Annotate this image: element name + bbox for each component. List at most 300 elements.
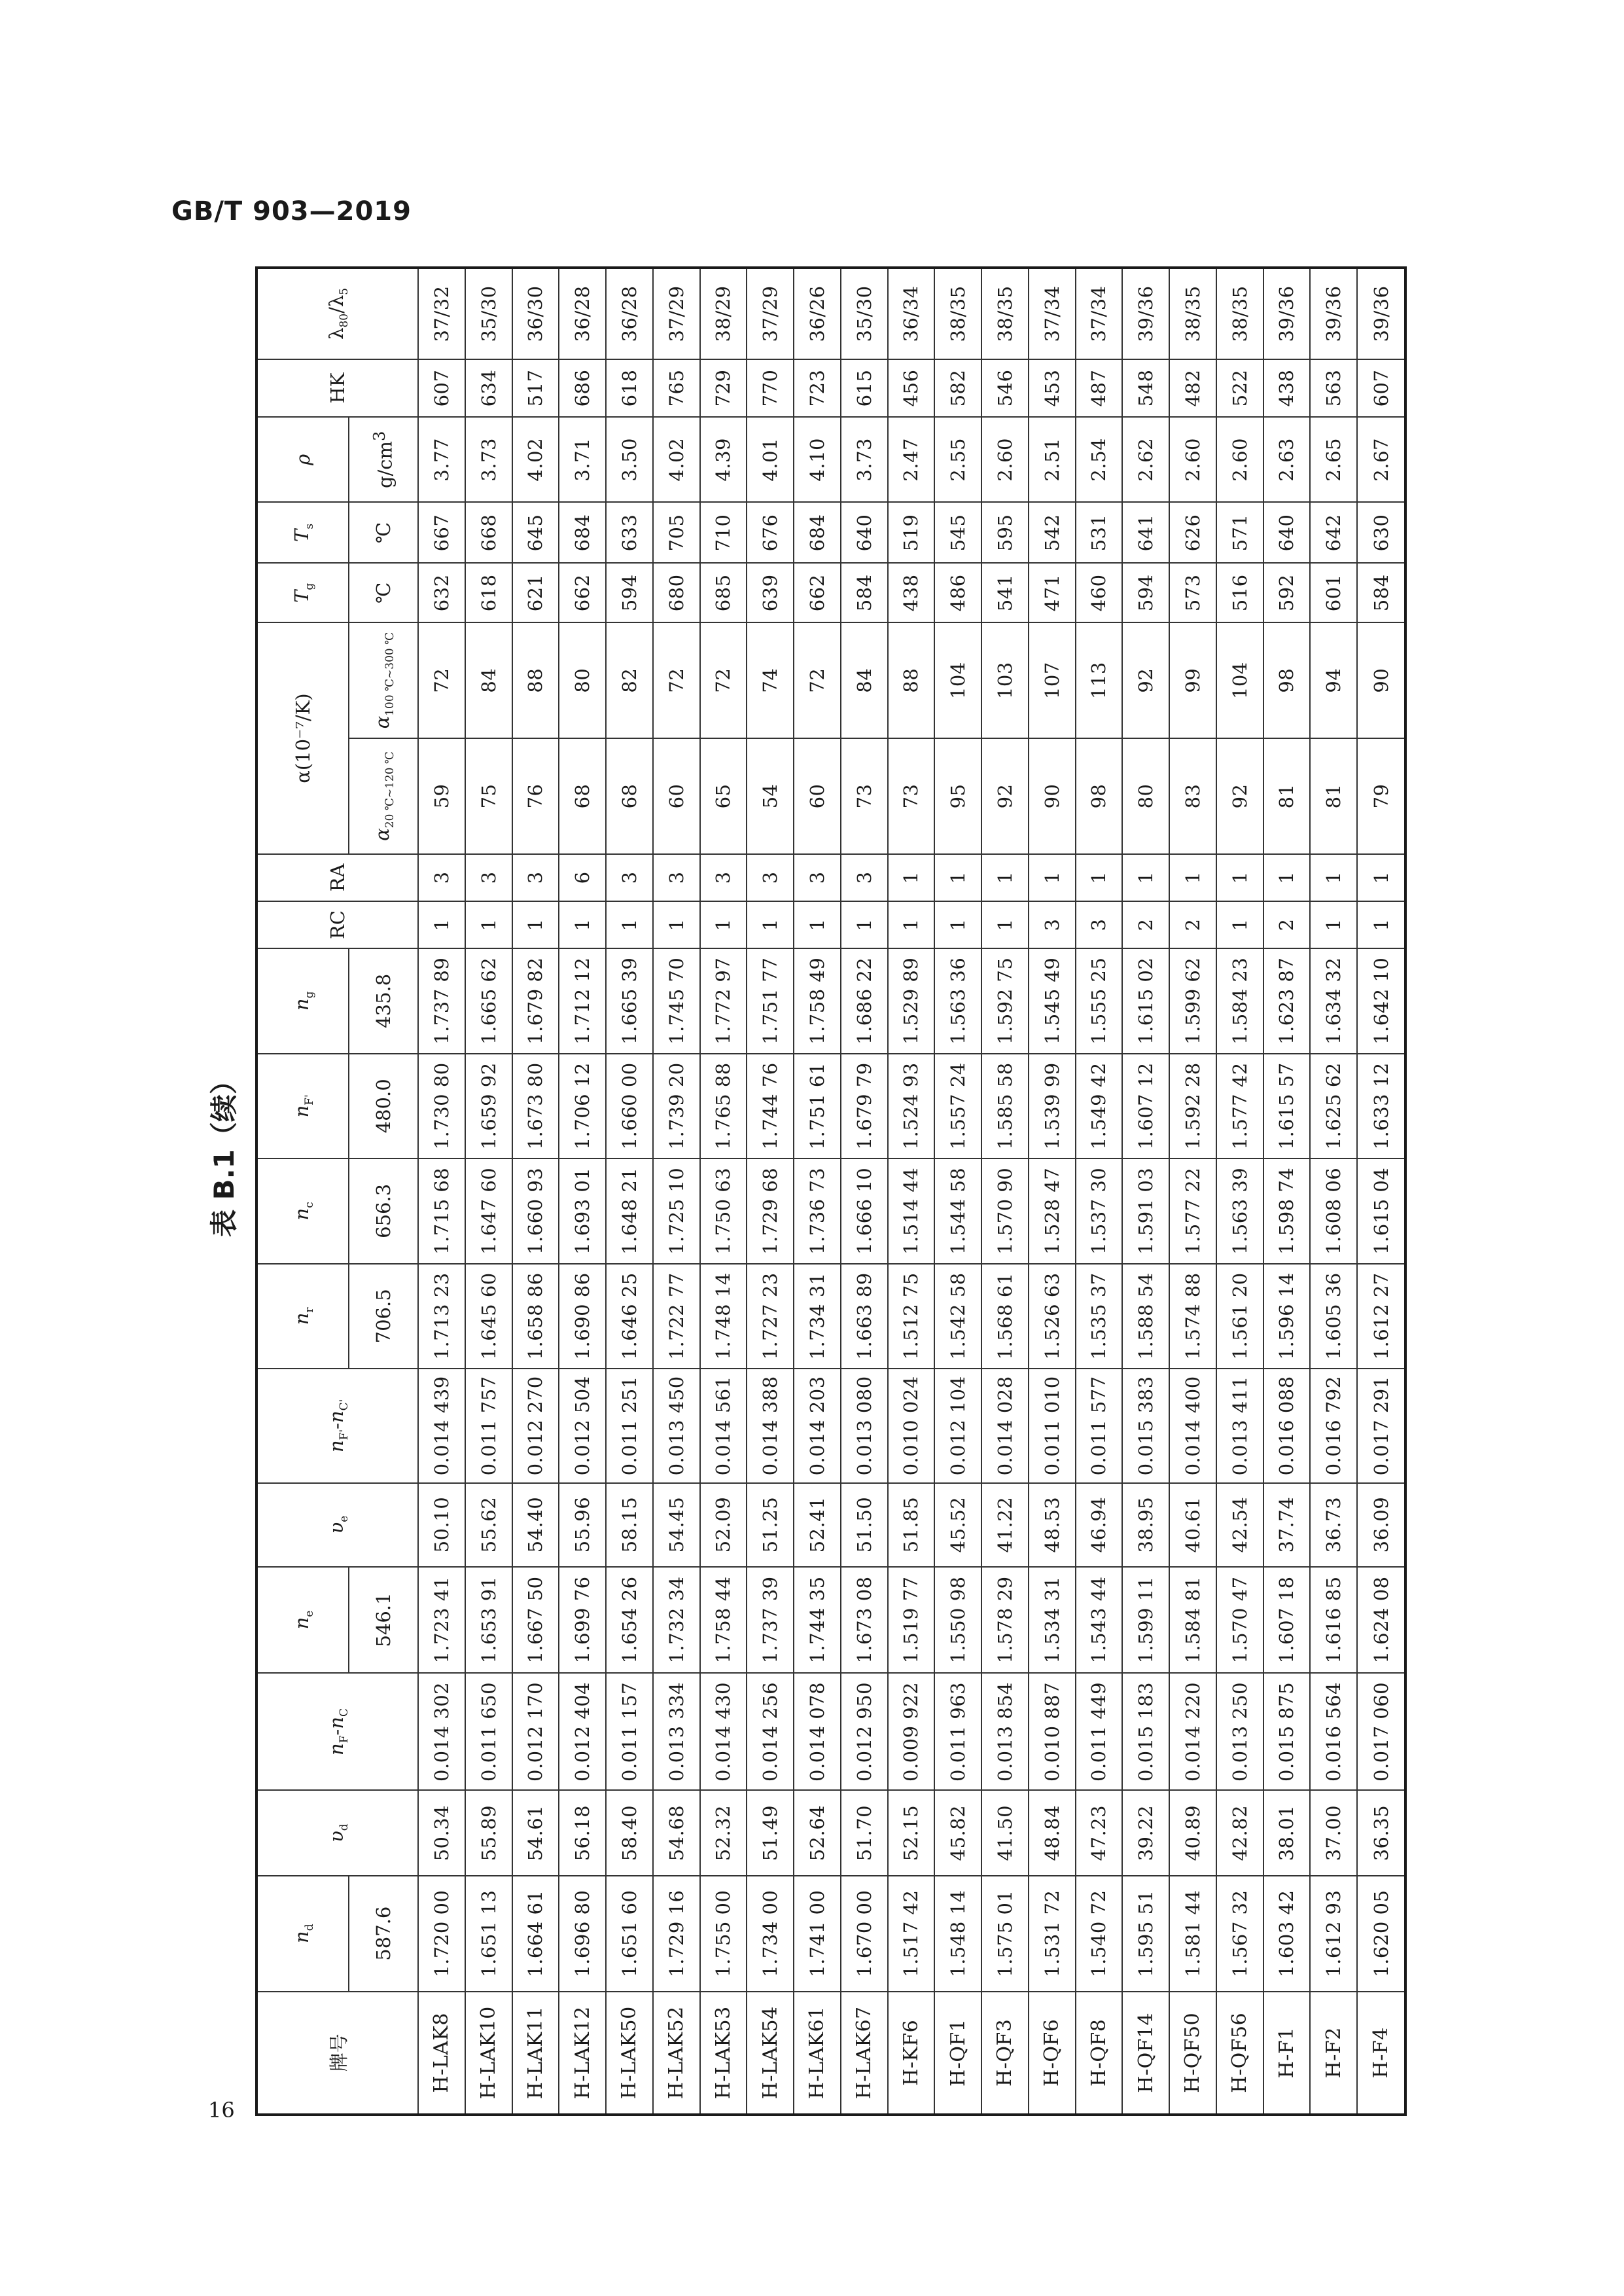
cell-nd: 1.664 61 — [512, 1876, 559, 1992]
cell-lam: 36/28 — [606, 268, 653, 359]
cell-tg: 592 — [1263, 563, 1311, 622]
cell-ts: 684 — [794, 502, 841, 563]
cell-tg: 639 — [747, 563, 794, 622]
cell-a1: 95 — [934, 738, 981, 854]
cell-nd: 1.540 72 — [1076, 1876, 1123, 1992]
cell-nFpnCp: 0.011 577 — [1076, 1369, 1123, 1482]
cell-ve: 36.73 — [1310, 1483, 1357, 1567]
cell-rc: 1 — [606, 901, 653, 948]
cell-ra: 3 — [700, 854, 747, 901]
cell-ts: 640 — [841, 502, 888, 563]
table-row — [559, 268, 606, 2115]
header-ne: $n_e$ — [256, 1567, 349, 1674]
cell-rc: 3 — [1076, 901, 1123, 948]
header-ve: $\upsilon_e$ — [256, 1483, 418, 1567]
cell-grade: H-LAK54 — [747, 1992, 794, 2115]
table-row — [1076, 268, 1123, 2115]
cell-tg: 685 — [700, 563, 747, 622]
cell-ts: 684 — [559, 502, 606, 563]
cell-ra: 1 — [1263, 854, 1311, 901]
cell-nc: 1.563 39 — [1216, 1158, 1263, 1264]
cell-nc: 1.608 06 — [1310, 1158, 1357, 1264]
cell-vd: 55.89 — [465, 1791, 512, 1876]
cell-nr: 1.658 86 — [512, 1264, 559, 1369]
cell-ve: 52.09 — [700, 1483, 747, 1567]
cell-hk: 634 — [465, 359, 512, 417]
header-ng: $n_g$ — [256, 948, 349, 1054]
header-rc: RC — [256, 901, 418, 948]
cell-tg: 601 — [1310, 563, 1357, 622]
cell-grade: H-LAK61 — [794, 1992, 841, 2115]
cell-nd: 1.581 44 — [1169, 1876, 1216, 1992]
cell-ne: 1.570 47 — [1216, 1567, 1263, 1674]
cell-tg: 618 — [465, 563, 512, 622]
cell-ve: 40.61 — [1169, 1483, 1216, 1567]
cell-ra: 3 — [418, 854, 465, 901]
page-number: 16 — [208, 2098, 235, 2123]
cell-nr: 1.612 27 — [1357, 1264, 1405, 1369]
cell-ng: 1.686 22 — [841, 948, 888, 1054]
cell-ve: 48.53 — [1029, 1483, 1076, 1567]
cell-ne: 1.673 08 — [841, 1567, 888, 1674]
cell-vd: 52.15 — [888, 1791, 935, 1876]
table-row — [512, 268, 559, 2115]
cell-nFp: 1.524 93 — [888, 1054, 935, 1159]
cell-ng: 1.758 49 — [794, 948, 841, 1054]
cell-nFp: 1.625 62 — [1310, 1054, 1357, 1159]
cell-a2: 88 — [512, 622, 559, 738]
cell-tg: 594 — [606, 563, 653, 622]
cell-rc: 1 — [1357, 901, 1405, 948]
cell-ng: 1.615 02 — [1122, 948, 1169, 1054]
cell-rho: 2.47 — [888, 417, 935, 502]
cell-nr: 1.526 63 — [1029, 1264, 1076, 1369]
cell-rc: 1 — [888, 901, 935, 948]
header-vd: $\upsilon_d$ — [256, 1791, 418, 1876]
cell-hk: 729 — [700, 359, 747, 417]
cell-nFpnCp: 0.011 010 — [1029, 1369, 1076, 1482]
cell-nd: 1.595 51 — [1122, 1876, 1169, 1992]
table-row — [418, 268, 465, 2115]
header-ts: $T_s$ — [256, 502, 349, 563]
cell-nc: 1.648 21 — [606, 1158, 653, 1264]
cell-nr: 1.588 54 — [1122, 1264, 1169, 1369]
cell-ts: 676 — [747, 502, 794, 563]
cell-vd: 51.49 — [747, 1791, 794, 1876]
cell-lam: 36/26 — [794, 268, 841, 359]
cell-ng: 1.642 10 — [1357, 948, 1405, 1054]
cell-ng: 1.584 23 — [1216, 948, 1263, 1054]
cell-nFp: 1.539 99 — [1029, 1054, 1076, 1159]
table-row — [747, 268, 794, 2115]
header-rho-unit: $g/cm^3$ — [349, 417, 418, 502]
cell-grade: H-LAK8 — [418, 1992, 465, 2115]
cell-ra: 3 — [794, 854, 841, 901]
cell-ne: 1.578 29 — [981, 1567, 1029, 1674]
cell-nFp: 1.679 79 — [841, 1054, 888, 1159]
cell-rho: 2.60 — [1216, 417, 1263, 502]
cell-ra: 1 — [1310, 854, 1357, 901]
cell-vd: 40.89 — [1169, 1791, 1216, 1876]
cell-nr: 1.727 23 — [747, 1264, 794, 1369]
cell-rho: 2.55 — [934, 417, 981, 502]
cell-nFnC: 0.009 922 — [888, 1673, 935, 1790]
cell-a1: 76 — [512, 738, 559, 854]
header-nd-wavelength: 587.6 — [349, 1876, 418, 1992]
cell-a2: 72 — [700, 622, 747, 738]
cell-a1: 80 — [1122, 738, 1169, 854]
cell-a2: 72 — [653, 622, 700, 738]
cell-a1: 92 — [981, 738, 1029, 854]
cell-nFpnCp: 0.012 104 — [934, 1369, 981, 1482]
cell-nFnC: 0.012 950 — [841, 1673, 888, 1790]
cell-grade: H-QF56 — [1216, 1992, 1263, 2115]
cell-nr: 1.605 36 — [1310, 1264, 1357, 1369]
cell-tg: 486 — [934, 563, 981, 622]
cell-nc: 1.647 60 — [465, 1158, 512, 1264]
cell-a1: 59 — [418, 738, 465, 854]
cell-nFnC: 0.015 183 — [1122, 1673, 1169, 1790]
cell-nFp: 1.765 88 — [700, 1054, 747, 1159]
table-row — [1216, 268, 1263, 2115]
cell-hk: 453 — [1029, 359, 1076, 417]
cell-ne: 1.654 26 — [606, 1567, 653, 1674]
cell-ng: 1.545 49 — [1029, 948, 1076, 1054]
table-row — [981, 268, 1029, 2115]
cell-nr: 1.542 58 — [934, 1264, 981, 1369]
cell-nFnC: 0.016 564 — [1310, 1673, 1357, 1790]
table-row — [1122, 268, 1169, 2115]
cell-lam: 38/35 — [981, 268, 1029, 359]
cell-ne: 1.653 91 — [465, 1567, 512, 1674]
cell-rc: 1 — [841, 901, 888, 948]
cell-rho: 4.39 — [700, 417, 747, 502]
cell-ng: 1.623 87 — [1263, 948, 1311, 1054]
cell-rho: 3.77 — [418, 417, 465, 502]
cell-nFp: 1.744 76 — [747, 1054, 794, 1159]
cell-ne: 1.699 76 — [559, 1567, 606, 1674]
cell-ne: 1.624 08 — [1357, 1567, 1405, 1674]
cell-ng: 1.592 75 — [981, 948, 1029, 1054]
cell-nFnC: 0.011 449 — [1076, 1673, 1123, 1790]
cell-nFpnCp: 0.016 792 — [1310, 1369, 1357, 1482]
cell-vd: 52.64 — [794, 1791, 841, 1876]
cell-nd: 1.567 32 — [1216, 1876, 1263, 1992]
cell-lam: 38/29 — [700, 268, 747, 359]
cell-rc: 1 — [1216, 901, 1263, 948]
cell-nr: 1.645 60 — [465, 1264, 512, 1369]
cell-rho: 2.60 — [1169, 417, 1216, 502]
cell-tg: 584 — [1357, 563, 1405, 622]
cell-ve: 45.52 — [934, 1483, 981, 1567]
cell-nr: 1.535 37 — [1076, 1264, 1123, 1369]
cell-hk: 686 — [559, 359, 606, 417]
cell-ts: 519 — [888, 502, 935, 563]
cell-nr: 1.512 75 — [888, 1264, 935, 1369]
cell-a1: 75 — [465, 738, 512, 854]
cell-nd: 1.651 13 — [465, 1876, 512, 1992]
cell-nFp: 1.751 61 — [794, 1054, 841, 1159]
cell-lam: 37/29 — [653, 268, 700, 359]
cell-nFpnCp: 0.017 291 — [1357, 1369, 1405, 1482]
cell-hk: 765 — [653, 359, 700, 417]
cell-ra: 3 — [841, 854, 888, 901]
cell-a1: 83 — [1169, 738, 1216, 854]
cell-nr: 1.713 23 — [418, 1264, 465, 1369]
cell-ne: 1.584 81 — [1169, 1567, 1216, 1674]
cell-a1: 79 — [1357, 738, 1405, 854]
cell-ts: 710 — [700, 502, 747, 563]
cell-ve: 55.62 — [465, 1483, 512, 1567]
cell-nFp: 1.660 00 — [606, 1054, 653, 1159]
cell-nd: 1.548 14 — [934, 1876, 981, 1992]
cell-nc: 1.537 30 — [1076, 1158, 1123, 1264]
cell-nd: 1.620 05 — [1357, 1876, 1405, 1992]
cell-vd: 37.00 — [1310, 1791, 1357, 1876]
cell-nFp: 1.633 12 — [1357, 1054, 1405, 1159]
cell-tg: 621 — [512, 563, 559, 622]
cell-ra: 1 — [1216, 854, 1263, 901]
cell-a2: 88 — [888, 622, 935, 738]
cell-ts: 705 — [653, 502, 700, 563]
cell-vd: 39.22 — [1122, 1791, 1169, 1876]
cell-rho: 2.54 — [1076, 417, 1123, 502]
cell-hk: 615 — [841, 359, 888, 417]
cell-rc: 2 — [1122, 901, 1169, 948]
table-row — [1169, 268, 1216, 2115]
cell-ne: 1.607 18 — [1263, 1567, 1311, 1674]
cell-nd: 1.603 42 — [1263, 1876, 1311, 1992]
cell-ve: 55.96 — [559, 1483, 606, 1567]
cell-rho: 3.71 — [559, 417, 606, 502]
cell-nr: 1.561 20 — [1216, 1264, 1263, 1369]
cell-rc: 1 — [981, 901, 1029, 948]
cell-hk: 723 — [794, 359, 841, 417]
cell-nFpnCp: 0.010 024 — [888, 1369, 935, 1482]
cell-ve: 36.09 — [1357, 1483, 1405, 1567]
cell-a2: 103 — [981, 622, 1029, 738]
header-nd: $n_d$ — [256, 1876, 349, 1992]
cell-rho: 2.60 — [981, 417, 1029, 502]
cell-nFpnCp: 0.015 383 — [1122, 1369, 1169, 1482]
cell-grade: H-QF1 — [934, 1992, 981, 2115]
header-nr: $n_r$ — [256, 1264, 349, 1369]
cell-ra: 6 — [559, 854, 606, 901]
cell-ve: 46.94 — [1076, 1483, 1123, 1567]
cell-lam: 37/34 — [1029, 268, 1076, 359]
cell-vd: 38.01 — [1263, 1791, 1311, 1876]
cell-nc: 1.693 01 — [559, 1158, 606, 1264]
cell-nFp: 1.577 42 — [1216, 1054, 1263, 1159]
header-alpha-20-120: $\alpha_{20 ℃\sim 120 ℃}$ — [349, 738, 418, 854]
cell-rho: 4.02 — [512, 417, 559, 502]
cell-nFnC: 0.013 334 — [653, 1673, 700, 1790]
cell-nFnC: 0.011 650 — [465, 1673, 512, 1790]
cell-nr: 1.568 61 — [981, 1264, 1029, 1369]
cell-grade: H-QF14 — [1122, 1992, 1169, 2115]
cell-rc: 1 — [934, 901, 981, 948]
table-row — [1310, 268, 1357, 2115]
cell-tg: 662 — [794, 563, 841, 622]
cell-nc: 1.544 58 — [934, 1158, 981, 1264]
cell-nc: 1.715 68 — [418, 1158, 465, 1264]
cell-a2: 94 — [1310, 622, 1357, 738]
header-tg-unit: ℃ — [349, 563, 418, 622]
cell-rho: 3.73 — [465, 417, 512, 502]
cell-ne: 1.744 35 — [794, 1567, 841, 1674]
cell-grade: H-QF50 — [1169, 1992, 1216, 2115]
cell-rho: 4.01 — [747, 417, 794, 502]
cell-nc: 1.729 68 — [747, 1158, 794, 1264]
cell-grade: H-LAK50 — [606, 1992, 653, 2115]
cell-hk: 607 — [1357, 359, 1405, 417]
cell-ts: 571 — [1216, 502, 1263, 563]
cell-nFpnCp: 0.012 270 — [512, 1369, 559, 1482]
cell-ts: 545 — [934, 502, 981, 563]
cell-ts: 640 — [1263, 502, 1311, 563]
header-nf-nc: $n_F-n_C$ — [256, 1673, 418, 1790]
cell-nc: 1.615 04 — [1357, 1158, 1405, 1264]
cell-hk: 517 — [512, 359, 559, 417]
cell-grade: H-QF6 — [1029, 1992, 1076, 2115]
cell-ng: 1.665 39 — [606, 948, 653, 1054]
cell-nr: 1.722 77 — [653, 1264, 700, 1369]
cell-nd: 1.651 60 — [606, 1876, 653, 1992]
cell-hk: 582 — [934, 359, 981, 417]
cell-rc: 1 — [1310, 901, 1357, 948]
cell-grade: H-QF3 — [981, 1992, 1029, 2115]
cell-lam: 35/30 — [841, 268, 888, 359]
cell-nFnC: 0.011 157 — [606, 1673, 653, 1790]
cell-nFnC: 0.012 404 — [559, 1673, 606, 1790]
cell-grade: H-LAK52 — [653, 1992, 700, 2115]
cell-ve: 37.74 — [1263, 1483, 1311, 1567]
cell-nd: 1.755 00 — [700, 1876, 747, 1992]
cell-nc: 1.528 47 — [1029, 1158, 1076, 1264]
cell-ts: 645 — [512, 502, 559, 563]
cell-nFp: 1.706 12 — [559, 1054, 606, 1159]
cell-tg: 516 — [1216, 563, 1263, 622]
header-nfp-wavelength: 480.0 — [349, 1054, 418, 1159]
cell-nFpnCp: 0.014 400 — [1169, 1369, 1216, 1482]
cell-rc: 1 — [653, 901, 700, 948]
cell-nFpnCp: 0.011 757 — [465, 1369, 512, 1482]
cell-rho: 2.63 — [1263, 417, 1311, 502]
header-nfp: $n_{F'}$ — [256, 1054, 349, 1159]
header-lambda: $\lambda_{80}/\lambda_5$ — [256, 268, 418, 359]
table-row — [700, 268, 747, 2115]
cell-nc: 1.591 03 — [1122, 1158, 1169, 1264]
table-title: 表 B.1（续） — [208, 1067, 240, 1237]
cell-nd: 1.517 42 — [888, 1876, 935, 1992]
cell-nFp: 1.730 80 — [418, 1054, 465, 1159]
cell-ng: 1.665 62 — [465, 948, 512, 1054]
cell-ra: 3 — [606, 854, 653, 901]
cell-ts: 542 — [1029, 502, 1076, 563]
cell-tg: 584 — [841, 563, 888, 622]
cell-nFnC: 0.014 220 — [1169, 1673, 1216, 1790]
cell-a2: 80 — [559, 622, 606, 738]
cell-a1: 92 — [1216, 738, 1263, 854]
header-rho: ρ — [256, 417, 349, 502]
cell-lam: 39/36 — [1122, 268, 1169, 359]
table-row — [653, 268, 700, 2115]
cell-lam: 37/29 — [747, 268, 794, 359]
cell-nFp: 1.549 42 — [1076, 1054, 1123, 1159]
cell-nFnC: 0.015 875 — [1263, 1673, 1311, 1790]
cell-nFnC: 0.011 963 — [934, 1673, 981, 1790]
cell-tg: 632 — [418, 563, 465, 622]
cell-nFp: 1.615 57 — [1263, 1054, 1311, 1159]
header-ra: RA — [256, 854, 418, 901]
cell-a2: 72 — [418, 622, 465, 738]
cell-grade: H-LAK11 — [512, 1992, 559, 2115]
table-row — [1263, 268, 1311, 2115]
table-row — [1029, 268, 1076, 2115]
cell-ve: 58.15 — [606, 1483, 653, 1567]
cell-rho: 3.73 — [841, 417, 888, 502]
cell-ne: 1.723 41 — [418, 1567, 465, 1674]
header-ng-wavelength: 435.8 — [349, 948, 418, 1054]
cell-nd: 1.575 01 — [981, 1876, 1029, 1992]
cell-a1: 90 — [1029, 738, 1076, 854]
cell-ra: 1 — [888, 854, 935, 901]
cell-a1: 73 — [841, 738, 888, 854]
cell-grade: H-KF6 — [888, 1992, 935, 2115]
cell-a2: 104 — [934, 622, 981, 738]
cell-a2: 99 — [1169, 622, 1216, 738]
cell-grade: H-QF8 — [1076, 1992, 1123, 2115]
cell-lam: 38/35 — [1169, 268, 1216, 359]
cell-ts: 667 — [418, 502, 465, 563]
cell-tg: 471 — [1029, 563, 1076, 622]
header-row-1 — [256, 268, 349, 2115]
table-row — [934, 268, 981, 2115]
cell-rc: 1 — [559, 901, 606, 948]
cell-a1: 73 — [888, 738, 935, 854]
standard-code: GB/T 903—2019 — [171, 196, 412, 226]
cell-a2: 113 — [1076, 622, 1123, 738]
cell-ng: 1.563 36 — [934, 948, 981, 1054]
cell-tg: 460 — [1076, 563, 1123, 622]
cell-nr: 1.690 86 — [559, 1264, 606, 1369]
cell-ra: 1 — [1169, 854, 1216, 901]
table-row — [841, 268, 888, 2115]
cell-a2: 98 — [1263, 622, 1311, 738]
header-grade: 牌号 — [256, 1992, 418, 2115]
cell-a2: 92 — [1122, 622, 1169, 738]
cell-rc: 1 — [512, 901, 559, 948]
rotated-table-container — [255, 266, 1407, 2116]
cell-grade: H-LAK12 — [559, 1992, 606, 2115]
cell-ne: 1.616 85 — [1310, 1567, 1357, 1674]
cell-nd: 1.670 00 — [841, 1876, 888, 1992]
cell-ra: 1 — [1357, 854, 1405, 901]
cell-nFp: 1.673 80 — [512, 1054, 559, 1159]
cell-vd: 45.82 — [934, 1791, 981, 1876]
cell-ng: 1.599 62 — [1169, 948, 1216, 1054]
cell-ne: 1.732 34 — [653, 1567, 700, 1674]
cell-rc: 1 — [794, 901, 841, 948]
cell-vd: 36.35 — [1357, 1791, 1405, 1876]
cell-grade: H-LAK67 — [841, 1992, 888, 2115]
cell-ne: 1.550 98 — [934, 1567, 981, 1674]
cell-hk: 522 — [1216, 359, 1263, 417]
cell-ne: 1.543 44 — [1076, 1567, 1123, 1674]
cell-nr: 1.734 31 — [794, 1264, 841, 1369]
cell-rho: 2.62 — [1122, 417, 1169, 502]
cell-a1: 81 — [1263, 738, 1311, 854]
